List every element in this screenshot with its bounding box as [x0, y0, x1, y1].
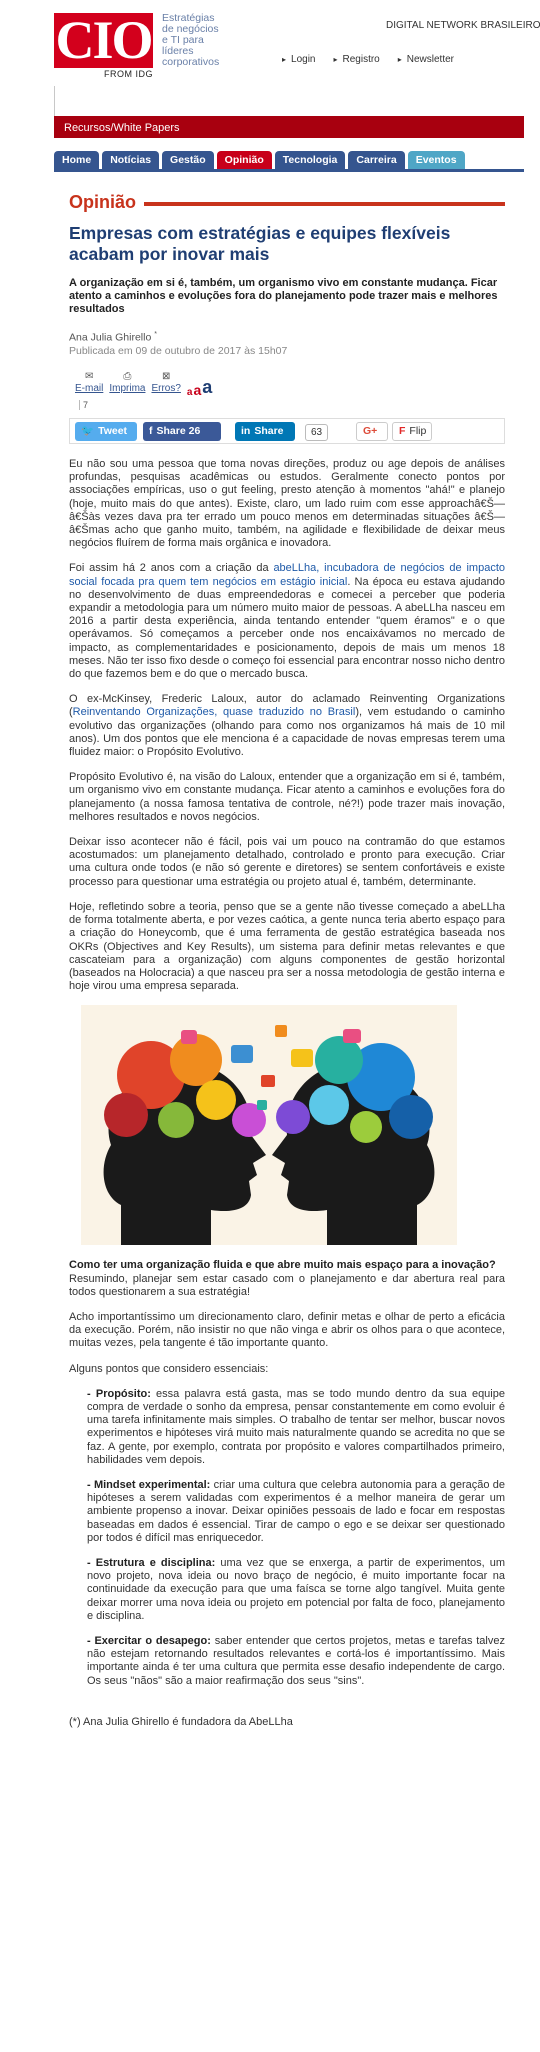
paragraph-text: . Na época eu estava ajudando no desenvolvimento de duas empreendedoras e comecei a perceber que poderia expandir a metodologia para um número muito maior de pessoas. A abeLLha nasceu em 2016 a partir desta experiência, ainda tentando entender "quem éramos" e o que operávamos. Só começamos a perceber onde nos encaixávamos no mercado de impacto, as complementaridades e posicionamento, depois de mais um menos 18 meses. Não ter isso fixo desde o começo foi essencial para encontrar nosso nicho dentro do que fazemos bem e do que o mercado busca. — [69, 575, 506, 681]
resources-link[interactable]: Recursos/White Papers — [54, 118, 524, 138]
bullet-title: - Estrutura e disciplina: — [87, 1556, 216, 1569]
email-label: E-mail — [75, 383, 104, 394]
linkedin-icon: in — [241, 425, 251, 437]
tagline-line: e TI para — [162, 34, 204, 46]
bullet-title: - Propósito: — [87, 1387, 151, 1400]
tagline-line: corporativos — [162, 56, 220, 68]
reinventing-link[interactable]: Reinventando Organizações, quase traduzido no Brasil — [72, 706, 356, 719]
main-nav — [54, 151, 524, 171]
share-bar — [69, 418, 505, 444]
font-large-button[interactable]: a — [202, 377, 213, 397]
paragraph-text: ), vem estudando o caminho evolutivo das organizações (olhando para como nos organizamos há mais de 10 mil anos). Um dos pontos que ele menciona é a capacidade de novas empresas terem uma fluidez maior: o Propósito Evolutivo. — [69, 706, 505, 759]
page-title: Empresas com estratégias e equipes flexíveis acabam por inovar mais — [69, 223, 451, 264]
twitter-icon: 🐦 — [81, 425, 95, 437]
list-item — [87, 1557, 505, 1623]
facebook-share-label: Share 26 — [156, 425, 201, 437]
cio-logo[interactable] — [54, 10, 153, 80]
paragraph: Deixar isso acontecer não é fácil, pois vai um pouco na contramão do que estamos acostumados: um planejamento detalhado, controlado e pronto para execução. Criar uma cultura onde todos (e não só gerente e diretores) se sentem confortáveis e existe processo para questionar uma estratégia ou projeto atual é, também, determinante. — [69, 836, 505, 888]
tagline-line: de negócios — [162, 23, 219, 35]
bullet-text: essa palavra está gasta, mas se todo mundo dentro da sua equipe compra de verdade o sonho da empresa, pensar constantemente em como evoluir é uma tarefa infinitamente mais simples. O trabalho de tentar ser melhor, buscar novos experimentos e hipóteses virá muito mais naturalmente quando se acredita no que se faz. A gente, por exemplo, contrata por propósito e valores compartilhados primeiro, habilidades vem depois. — [87, 1387, 505, 1466]
tagline-line: líderes — [162, 45, 194, 57]
two-heads-illustration — [81, 1005, 457, 1245]
envelope-icon: ✉ — [84, 371, 94, 382]
tab-gestao[interactable]: Gestão — [162, 151, 214, 169]
paragraph: Acho importantíssimo um direcionamento claro, definir metas e olhar de perto a eficácia da execução. Porém, não insistir no que não vinga e abrir os olhos para o que acontece, muitas vezes, pela tangente é tão importante quanto. — [69, 1310, 505, 1350]
linkedin-share-button[interactable] — [235, 422, 295, 441]
font-medium-button[interactable]: a — [193, 382, 202, 398]
arrow-right-icon: ▸ — [333, 55, 338, 64]
facebook-share-button[interactable] — [143, 422, 221, 441]
flipboard-icon: F — [399, 425, 406, 437]
article — [69, 190, 506, 1728]
article-deck: A organização em si é, também, um organismo vivo em constante mudança. Ficar atento a caminhos e evoluções fora do planejamento pode trazer mais e melhores resultados — [69, 277, 498, 315]
tab-opiniao[interactable]: Opinião — [217, 151, 272, 169]
tab-home[interactable]: Home — [54, 151, 99, 169]
login-link[interactable] — [282, 54, 315, 65]
newsletter-label: Newsletter — [406, 54, 455, 65]
newsletter-link[interactable] — [398, 54, 454, 65]
google-plus-button[interactable]: G+ — [356, 422, 388, 441]
arrow-right-icon: ▸ — [397, 55, 402, 64]
bullet-text: criar uma cultura que celebra autonomia para a geração de hipóteses a serem validadas com experimentos é a melhor maneira de gerar um ambiente propenso a inovar. Deixar opiniões pessoais de lado e focar em respostas baseadas em dados é essencial. Tirar de campo o ego e se deixar ser questionado por todos é difícil mas enriquecedor. — [87, 1478, 505, 1544]
paragraph — [69, 562, 505, 681]
author-byline[interactable] — [69, 331, 505, 344]
tab-eventos[interactable]: Eventos — [408, 151, 465, 169]
bullet-text: saber entender que certos projetos, metas e tarefas talvez não estejam retornando resultados relevantes e cortá-los é importantíssimo. Mais importante ainda é ter uma cultura que permita esse desafio independente de cargo. Os seus "nãos" são a maior reafirmação dos seus "sins". — [87, 1634, 505, 1687]
linkedin-share-count: 63 — [305, 424, 328, 441]
section-subhead: Como ter uma organização fluida e que abre muito mais espaço para a inovação? — [69, 1259, 496, 1272]
site-tagline — [162, 13, 282, 68]
paragraph: Eu não sou uma pessoa que toma novas direções, produz ou age depois de análises profundas, pesquisas acadêmicas ou estudos. Geralmente conecto pontos por associações empíricas, uso o gut feeling, presto atenção à momentos "ahá!" e planejo (hoje, muito mais do que antes). Existe, claro, um lado ruim com esse approachâ€Š—â€Šàs vezes dava pra ter errado um pouco menos em determinadas situações â€Š—â€Šmas acho que ganho muito, também, na agilidade e flexibilidade de deixar meus negócios fluírem de forma mais orgânica e inovadora. — [69, 458, 505, 550]
section-title: Opinião — [69, 191, 136, 212]
logo-mark: CIO — [55, 10, 152, 70]
paragraph: Alguns pontos que considero essenciais: — [69, 1362, 269, 1375]
author-mark: * — [154, 331, 157, 338]
paragraph-text: Foi assim há 2 anos com a criação da — [69, 562, 274, 575]
flip-label: Flip — [409, 425, 427, 437]
article-illustration — [81, 1005, 457, 1245]
register-link[interactable] — [333, 54, 379, 65]
article-body — [69, 458, 505, 1729]
digital-network-label[interactable]: DIGITAL NETWORK BRASILEIRO — [386, 20, 540, 31]
article-tools — [75, 371, 212, 398]
tweet-button[interactable] — [75, 422, 137, 441]
comment-count: 7 — [79, 400, 88, 410]
font-size-controls — [187, 377, 212, 398]
paragraph — [69, 693, 505, 759]
paragraph-text: O ex-McKinsey, Frederic Laloux, autor do aclamado Reinventing Organizations ( — [69, 693, 505, 719]
errors-label: Erros? — [151, 383, 181, 394]
errors-tool[interactable] — [151, 371, 180, 398]
printer-icon: ⎙ — [123, 371, 132, 382]
flipboard-button[interactable] — [392, 422, 432, 441]
paragraph: Resumindo, planejar sem estar casado com o planejamento e dar abertura real para todos questionarem a sua estratégia! — [69, 1272, 505, 1298]
tab-carreira[interactable]: Carreira — [348, 151, 404, 169]
author-footnote: (*) Ana Julia Ghirello é fundadora da AbeLLha — [69, 1715, 293, 1728]
login-label: Login — [291, 54, 316, 65]
arrow-right-icon: ▸ — [282, 55, 287, 64]
print-label: Imprima — [109, 383, 146, 394]
list-item — [87, 1388, 505, 1467]
tab-tecnologia[interactable]: Tecnologia — [275, 151, 346, 169]
paragraph: Hoje, refletindo sobre a teoria, penso que se a gente não tivesse começado a abeLLha de forma totalmente aberta, e por vezes caótica, a gente nunca teria aberto espaço para a criação do Honeycomb, que é uma ferramenta de gestão estratégica baseada nos OKRs (Objectives and Key Results), um sistema para definir metas relevantes e que cascateiam para a organização) com alguns componentes de gestão horizontal (baseados na Holocracia) a que nasceu pra ser a nossa metodologia de gestão interna e hoje virou uma empresa separada. — [69, 900, 505, 993]
divider — [144, 202, 505, 206]
author-name: Ana Julia Ghirello — [69, 331, 152, 344]
email-tool[interactable] — [75, 371, 103, 398]
tab-noticias[interactable]: Notícias — [102, 151, 159, 169]
linkedin-share-label: Share — [254, 425, 284, 437]
print-tool[interactable] — [109, 371, 145, 398]
bullet-title: - Exercitar o desapego: — [87, 1634, 211, 1647]
register-label: Registro — [342, 54, 380, 65]
section-header — [69, 190, 505, 214]
facebook-icon: f — [149, 425, 153, 437]
tweet-label: Tweet — [98, 425, 128, 437]
publish-date: Publicada em 09 de outubro de 2017 às 15h07 — [69, 344, 288, 357]
paragraph: Propósito Evolutivo é, na visão do Laloux, entender que a organização em si é, também, um organismo vivo em constante mudança. Ficar atento a caminhos e evoluções fora do planejamento (a nossa famosa tentativa de controle, né?!) pode trazer mais inovação, melhores resultados e novos negócios. — [69, 771, 505, 823]
abellha-link[interactable]: abeLLha, incubadora de negócios de impacto social focada pra quem tem negócios em estágio inicial — [69, 562, 505, 588]
list-item — [87, 1635, 505, 1688]
list-item — [87, 1479, 505, 1545]
site-header — [0, 0, 540, 86]
divider — [54, 169, 524, 172]
bullet-title: - Mindset experimental: — [87, 1478, 211, 1491]
font-small-button[interactable]: a — [186, 387, 193, 398]
user-links — [282, 54, 454, 65]
report-icon: ⊠ — [162, 371, 171, 382]
bullet-text: uma vez que se enxerga, a partir de experimentos, um novo projeto, nova ideia ou novo braço de negócio, é muito importante focar na continuidade da execução para que uma faísca se torne algo tangível. Muita gente deixar morrer uma nova ideia ou projeto em potencial por falta de foco, planejamento e disciplina. — [87, 1556, 506, 1622]
tagline-line: Estratégias — [162, 12, 215, 24]
logo-subtitle: FROM IDG — [104, 69, 153, 79]
